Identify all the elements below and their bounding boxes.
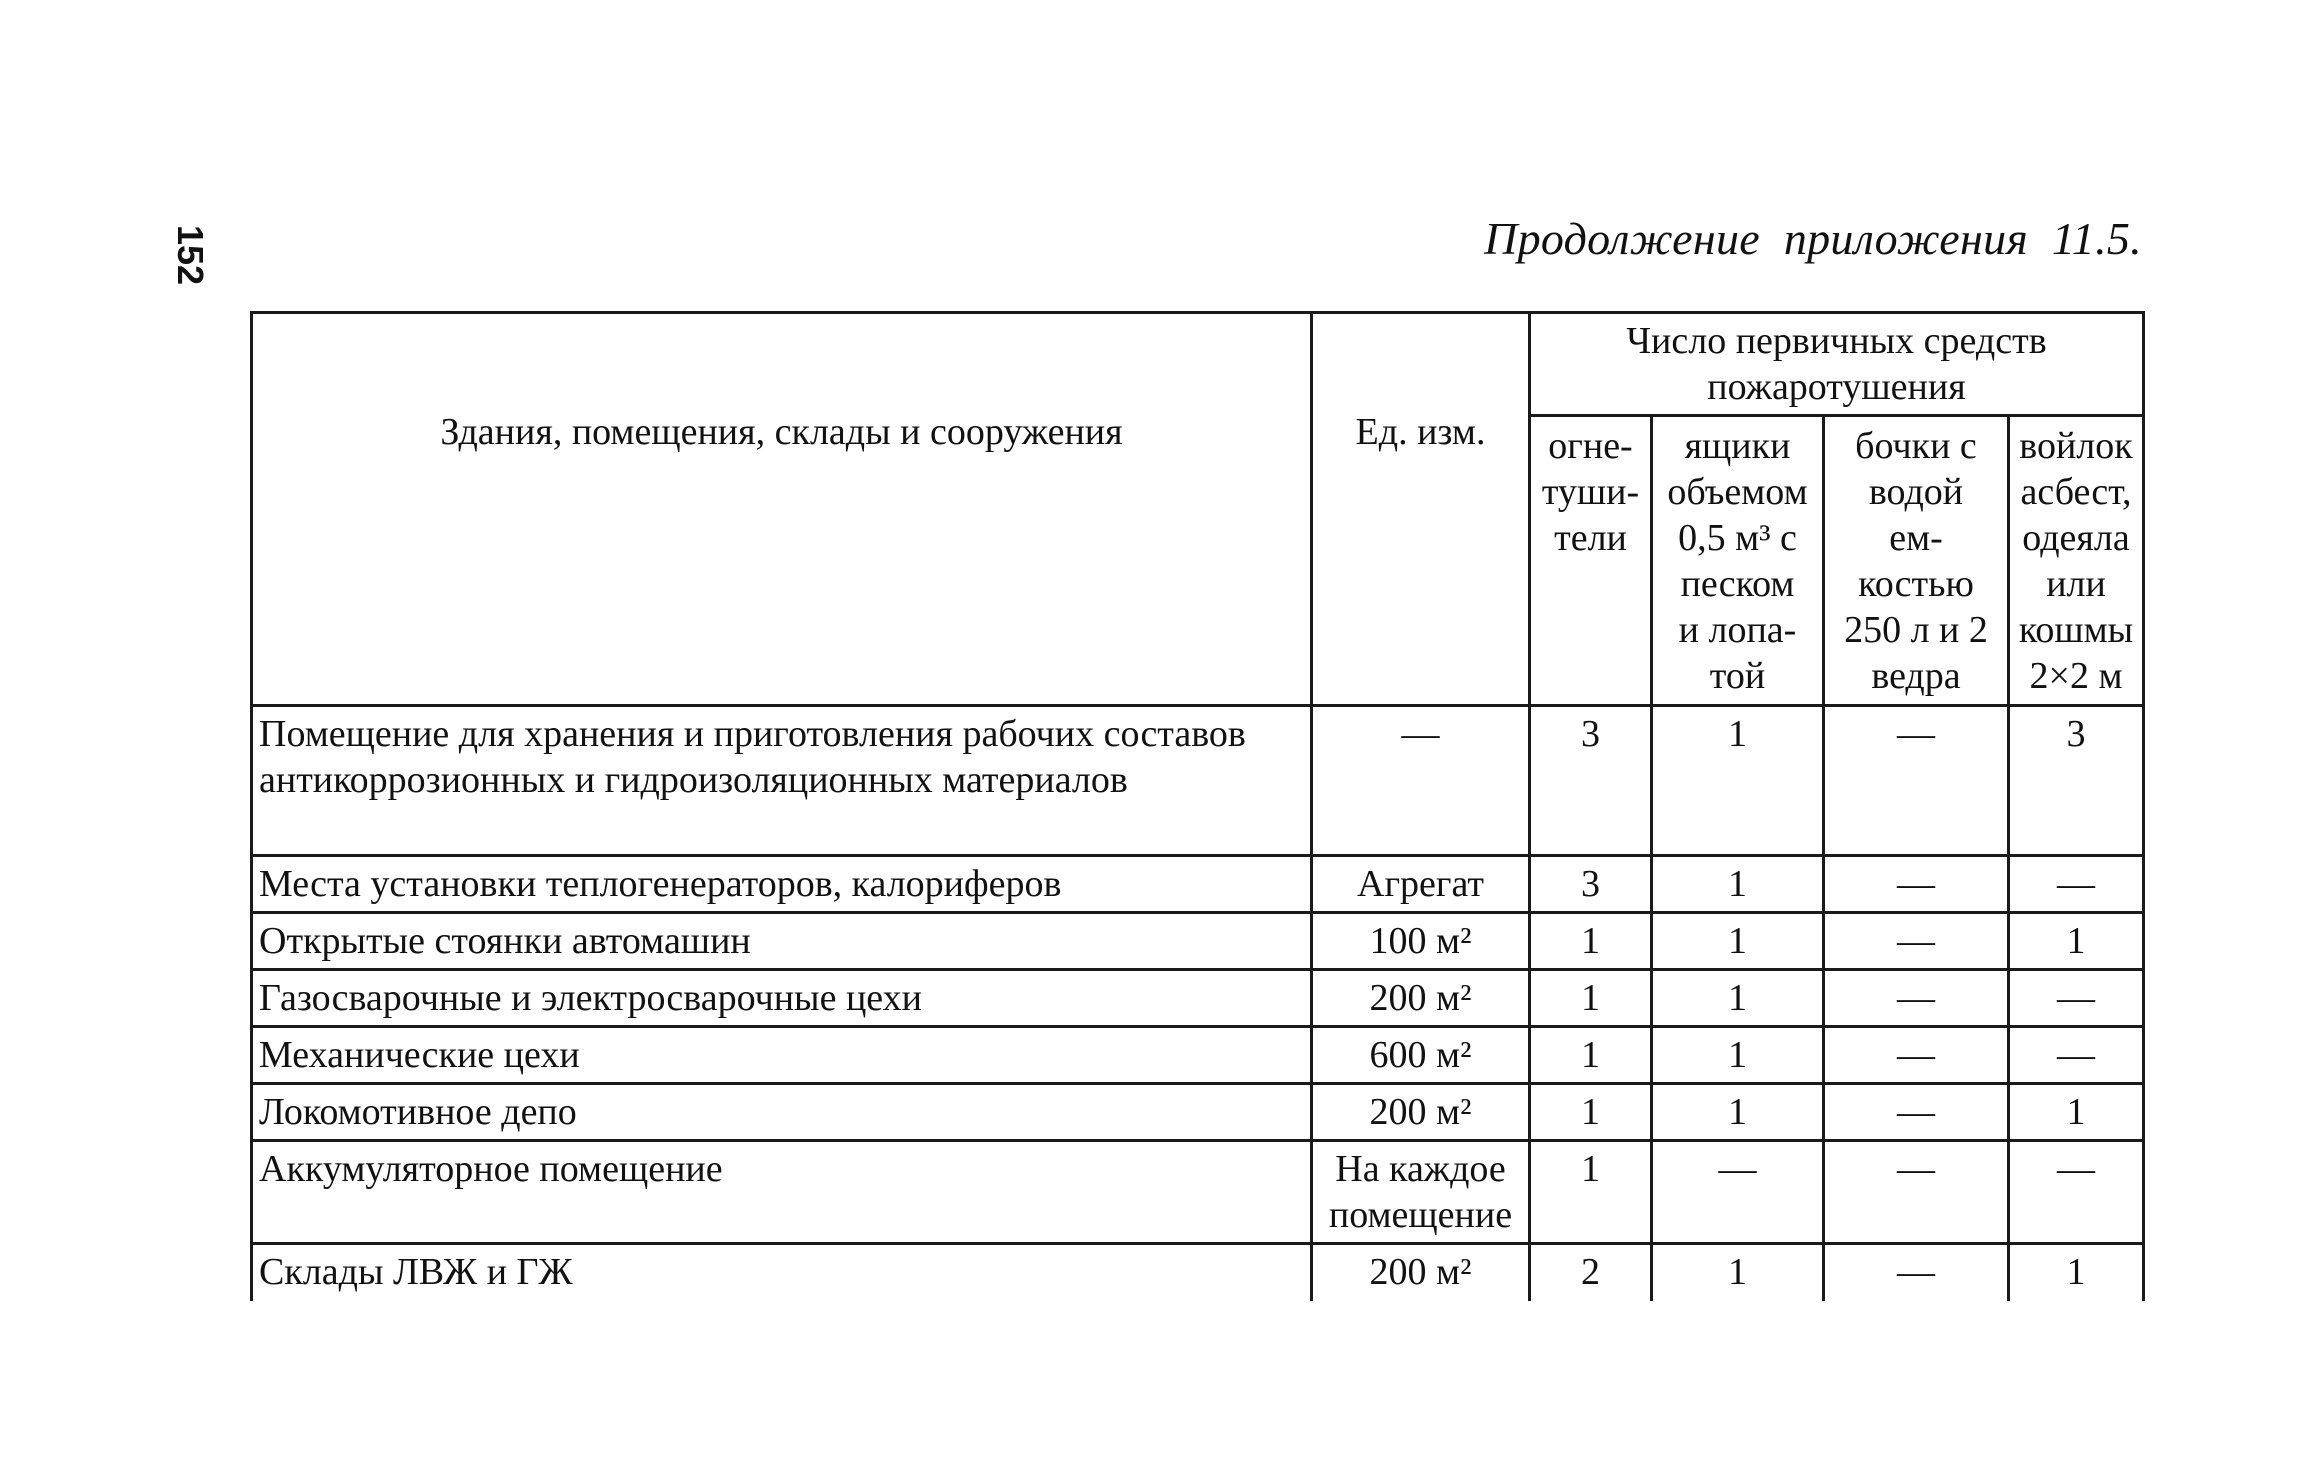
row-felt-blankets-cell: 1	[2009, 1084, 2144, 1141]
row-water-barrels-cell: —	[1824, 1027, 2009, 1084]
row-name-cell: Помещение для хранения и приготовления рабочих составов антикоррозионных и гидроизоляционных материалов	[252, 706, 1312, 856]
row-felt-blankets-cell: —	[2009, 970, 2144, 1027]
row-extinguishers-cell: 3	[1530, 856, 1652, 913]
row-unit-cell: 600 м²	[1312, 1027, 1530, 1084]
row-name-cell: Газосварочные и электросварочные цехи	[252, 970, 1312, 1027]
header-extinguishers: огне- туши- тели	[1530, 416, 1652, 706]
header-felt-blankets: войлок асбест, одеяла или кошмы 2×2 м	[2009, 416, 2144, 706]
row-sand-boxes-cell: 1	[1652, 1244, 1824, 1301]
fire-equipment-table	[250, 311, 2145, 1301]
header-sand-boxes: ящики объемом 0,5 м³ с песком и лопа- той	[1652, 416, 1824, 706]
table-row	[252, 856, 2144, 913]
row-name-cell: Открытые стоянки автомашин	[252, 913, 1312, 970]
table-body	[252, 706, 2144, 1301]
row-water-barrels-cell: —	[1824, 706, 2009, 856]
row-extinguishers-cell: 3	[1530, 706, 1652, 856]
table-row	[252, 706, 2144, 856]
header-buildings: Здания, помещения, склады и сооружения	[252, 313, 1312, 706]
row-water-barrels-cell: —	[1824, 856, 2009, 913]
table-caption: Продолжение приложения 11.5.	[1484, 213, 2142, 264]
row-sand-boxes-cell: 1	[1652, 856, 1824, 913]
row-felt-blankets-cell: —	[2009, 1141, 2144, 1244]
row-water-barrels-cell: —	[1824, 970, 2009, 1027]
row-sand-boxes-cell: 1	[1652, 913, 1824, 970]
row-unit-cell: —	[1312, 706, 1530, 856]
table-row	[252, 1141, 2144, 1244]
row-name-cell: Места установки теплогенераторов, калориферов	[252, 856, 1312, 913]
row-water-barrels-cell: —	[1824, 1141, 2009, 1244]
row-unit-cell: 200 м²	[1312, 1084, 1530, 1141]
row-unit-cell: 100 м²	[1312, 913, 1530, 970]
row-sand-boxes-cell: 1	[1652, 706, 1824, 856]
row-felt-blankets-cell: 1	[2009, 913, 2144, 970]
table-row	[252, 913, 2144, 970]
row-unit-cell: 200 м²	[1312, 1244, 1530, 1301]
row-water-barrels-cell: —	[1824, 913, 2009, 970]
row-sand-boxes-cell: —	[1652, 1141, 1824, 1244]
header-unit: Ед. изм.	[1312, 313, 1530, 706]
page-number-text: 152	[170, 224, 212, 286]
row-sand-boxes-cell: 1	[1652, 1027, 1824, 1084]
table-row	[252, 1244, 2144, 1301]
table-row	[252, 1084, 2144, 1141]
row-unit-cell: На каждое помещение	[1312, 1141, 1530, 1244]
row-felt-blankets-cell: 1	[2009, 1244, 2144, 1301]
row-extinguishers-cell: 1	[1530, 1027, 1652, 1084]
row-water-barrels-cell: —	[1824, 1084, 2009, 1141]
row-name-cell: Аккумуляторное помещение	[252, 1141, 1312, 1244]
row-extinguishers-cell: 1	[1530, 1141, 1652, 1244]
row-extinguishers-cell: 1	[1530, 970, 1652, 1027]
row-name-cell: Локомотивное депо	[252, 1084, 1312, 1141]
header-water-barrels: бочки с водой ем- костью 250 л и 2 ведра	[1824, 416, 2009, 706]
row-extinguishers-cell: 2	[1530, 1244, 1652, 1301]
row-sand-boxes-cell: 1	[1652, 1084, 1824, 1141]
row-name-cell: Склады ЛВЖ и ГЖ	[252, 1244, 1312, 1301]
table-row	[252, 970, 2144, 1027]
page-number	[170, 220, 210, 290]
row-sand-boxes-cell: 1	[1652, 970, 1824, 1027]
row-extinguishers-cell: 1	[1530, 1084, 1652, 1141]
row-extinguishers-cell: 1	[1530, 913, 1652, 970]
row-name-cell: Механические цехи	[252, 1027, 1312, 1084]
row-water-barrels-cell: —	[1824, 1244, 2009, 1301]
table-row	[252, 1027, 2144, 1084]
row-unit-cell: Агрегат	[1312, 856, 1530, 913]
row-unit-cell: 200 м²	[1312, 970, 1530, 1027]
row-felt-blankets-cell: —	[2009, 856, 2144, 913]
row-felt-blankets-cell: —	[2009, 1027, 2144, 1084]
row-felt-blankets-cell: 3	[2009, 706, 2144, 856]
header-equipment-count: Число первичных средств пожаротушения	[1530, 313, 2144, 416]
